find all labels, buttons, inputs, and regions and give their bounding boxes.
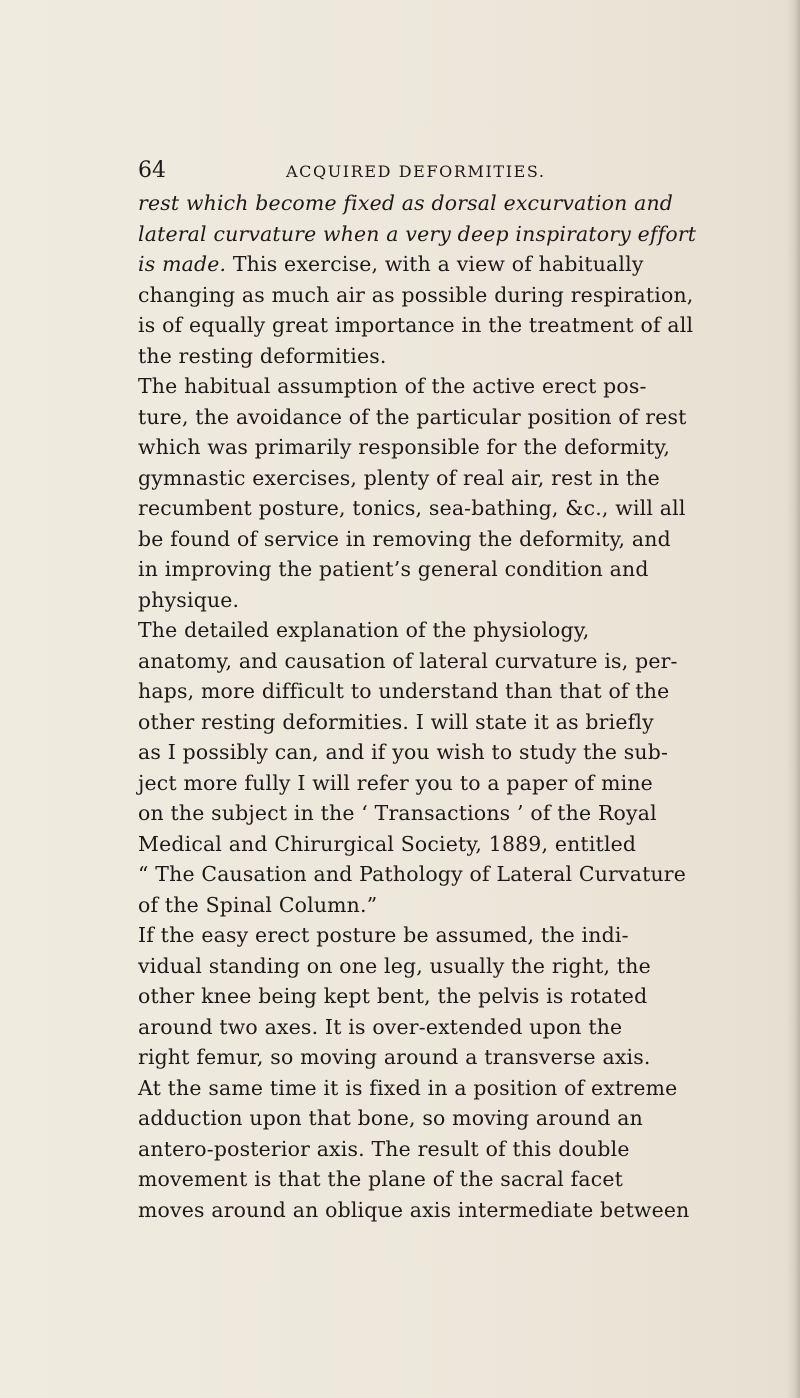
text-line-italic-part: is made. bbox=[138, 252, 227, 276]
text-line: anatomy, and causation of lateral curvature is, per- bbox=[138, 648, 678, 673]
text-line: The habitual assumption of the active erect pos- bbox=[138, 374, 647, 398]
text-line: other resting deformities. I will state it as briefly bbox=[138, 709, 654, 734]
page-number: 64 bbox=[138, 158, 166, 183]
text-line: rest which become fixed as dorsal excurvation and bbox=[138, 191, 674, 215]
text-line: around two axes. It is over-extended upon the bbox=[138, 1014, 623, 1039]
text-line: which was primarily responsible for the deformity, bbox=[138, 435, 671, 459]
text-line: If the easy erect posture be assumed, the indi- bbox=[138, 923, 629, 947]
text-line: The detailed explanation of the physiology, bbox=[138, 618, 590, 642]
text-line: At the same time it is fixed in a position of extreme bbox=[138, 1075, 678, 1100]
text-line bbox=[138, 249, 800, 280]
text-line: gymnastic exercises, plenty of real air, rest in the bbox=[138, 465, 660, 490]
page-header bbox=[138, 158, 698, 188]
text-line: ject more fully I will refer you to a paper of mine bbox=[138, 770, 653, 795]
text-line: vidual standing on one leg, usually the right, the bbox=[138, 953, 651, 978]
text-line: adduction upon that bone, so moving around an bbox=[138, 1106, 643, 1130]
text-line: lateral curvature when a very deep inspiratory effort bbox=[138, 221, 697, 246]
text-line: Medical and Chirurgical Society, 1889, entitled bbox=[138, 831, 637, 856]
text-line: movement is that the plane of the sacral facet bbox=[138, 1167, 624, 1191]
text-line: haps, more difficult to understand than that of the bbox=[138, 679, 670, 703]
text-line: be found of service in removing the deformity, and bbox=[138, 526, 671, 551]
text-line: the resting deformities. bbox=[138, 343, 387, 368]
text-line: antero-posterior axis. The result of this double bbox=[138, 1136, 630, 1161]
text-line: other knee being kept bent, the pelvis is rotated bbox=[138, 984, 648, 1008]
text-line: “ The Causation and Pathology of Lateral Curvature bbox=[138, 862, 687, 886]
text-line: changing as much air as possible during respiration, bbox=[138, 282, 694, 307]
text-line: is of equally great importance in the treatment of all bbox=[138, 313, 694, 337]
text-line: recumbent posture, tonics, sea-bathing, &c., will all bbox=[138, 496, 686, 520]
text-line: as I possibly can, and if you wish to study the sub- bbox=[138, 740, 669, 764]
text-line: physique. bbox=[138, 587, 240, 612]
text-line-roman-part: This exercise, with a view of habitually bbox=[226, 252, 644, 276]
text-line: on the subject in the ‘ Transactions ’ of the Royal bbox=[138, 801, 657, 825]
text-line: ture, the avoidance of the particular position of rest bbox=[138, 404, 687, 429]
text-line: of the Spinal Column.” bbox=[138, 892, 378, 917]
body-text bbox=[138, 188, 800, 1225]
running-head: ACQUIRED DEFORMITIES. bbox=[286, 162, 546, 181]
text-line: in improving the patient’s general condition and bbox=[138, 557, 649, 581]
text-line: right femur, so moving around a transverse axis. bbox=[138, 1045, 651, 1069]
text-line: moves around an oblique axis intermediate between bbox=[138, 1197, 690, 1222]
